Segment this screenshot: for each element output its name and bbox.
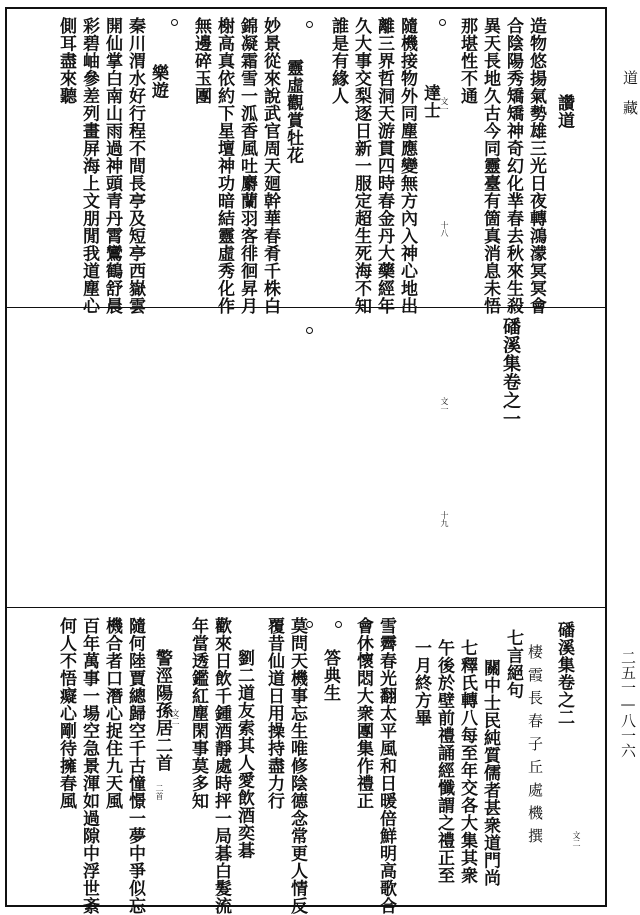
column-text: 達士 xyxy=(420,84,440,119)
column-text: 何人不悟癡心剛待擁春風 xyxy=(56,617,76,810)
column-marker-circle xyxy=(335,621,342,628)
column-text: 開仙掌白南山雨過神頭青丹霄鸞鶴舒晨 xyxy=(102,17,122,315)
volume-title: 磻溪集卷之二 xyxy=(554,621,574,726)
column-text: 合陰陽秀矯矯神奇幻化丵春去秋來生殺 xyxy=(503,17,523,315)
column-text: 隨機接物外同塵應變無方內入神心地出 xyxy=(397,17,417,315)
margin-collection-label: 道 藏 xyxy=(621,70,639,115)
column-text: 一月終方畢 xyxy=(411,639,431,727)
column-text: 榭高真依約下星壇神功暗結靈虛秀化作 xyxy=(214,17,234,315)
column-text: 關中士民純質儒者甚衆道門尚 xyxy=(480,659,500,887)
column-text: 七言絕句 xyxy=(503,629,523,699)
section-note: 文二 xyxy=(171,709,180,725)
column-text: 隨何陸賈總歸空千古憧憬一夢中爭似忘 xyxy=(125,617,145,915)
column-text: 警涇陽孫居二首 xyxy=(152,649,172,772)
column-text: 那堪性不通 xyxy=(457,17,477,105)
column-text: 錦凝霜雪一泒香風吐麝蘭羽客徘徊昇月 xyxy=(237,17,257,315)
column-text: 側耳盡來聽 xyxy=(56,17,76,105)
column-text: 異天長地久古今同靈臺有箇真消息未悟 xyxy=(480,17,500,315)
column-text: 樂遊 xyxy=(148,64,168,99)
section-note: 文一 xyxy=(440,97,449,113)
column-text: 無邊碎玉團 xyxy=(191,17,211,105)
section-note: 文二 xyxy=(572,831,581,847)
column-text: 會休懷悶大衆團集作禮正 xyxy=(353,617,373,810)
column-text: 雪霽春光翻太平風和日暖倍鮮明高歌合 xyxy=(376,617,396,915)
section-note: 十九 xyxy=(440,511,449,527)
divider-lower xyxy=(7,607,605,608)
column-text: 離三界哲洞天游貫四時春金丹大藥經年 xyxy=(374,17,394,315)
column-text: 歡來日飲千鍾酒靜處時抨一局碁白髮流 xyxy=(211,617,231,915)
column-text: 答典生 xyxy=(320,649,340,702)
section-note: 文一 xyxy=(440,397,449,413)
column-text: 覆昔仙道日用操持盡力行 xyxy=(264,617,284,810)
column-marker-circle xyxy=(306,21,313,28)
column-text: 秦川渭水好行程不間長亭及短亭西嶽雲 xyxy=(125,17,145,315)
column-text: 機合者口潛心捉住九天風 xyxy=(102,617,122,810)
page-frame xyxy=(5,7,607,915)
column-text: 造物悠揚氣勢雄三光日夜轉鴻濛冥冥會 xyxy=(526,17,546,315)
column-marker-circle xyxy=(306,327,313,334)
column-text: 午後於壁前禮誦經懺謂之禮正至 xyxy=(434,639,454,884)
column-text: 劉二道友索其人愛飲酒奕碁 xyxy=(234,649,254,859)
column-text: 年當透鑑紅塵閑事莫多知 xyxy=(188,617,208,810)
page-number: 二五一—八一六 xyxy=(619,650,637,758)
column-marker-circle xyxy=(171,19,178,26)
column-text: 莫問天機事忘生唯修陰德念常更人情反 xyxy=(287,617,307,915)
column-text: 靈虛觀賞牡花 xyxy=(283,59,303,164)
column-text: 彩碧岫參差列畫屏海上文朋閒我道塵心 xyxy=(79,17,99,315)
author-line: 棲霞長春子丘處機撰 xyxy=(526,644,544,851)
column-text: 久大事交梨逐日新一服定超生死海不知 xyxy=(351,17,371,315)
column-marker-circle xyxy=(439,19,446,26)
column-text: 妙景從來說武官周天廻幹華春肴千株白 xyxy=(260,17,280,315)
column-text: 七釋氏轉八每至年交各大集其衆 xyxy=(457,639,477,884)
column-text: 讚道 xyxy=(554,94,574,129)
section-note: 十八 xyxy=(440,221,449,237)
volume-title: 磻溪集卷之一 xyxy=(500,317,521,428)
column-text: 誰是有緣人 xyxy=(328,17,348,105)
column-text: 百年萬事一場空急景渾如過隙中浮世紊 xyxy=(79,617,99,915)
section-note: 二首 xyxy=(155,784,164,800)
column-marker-circle xyxy=(306,621,313,628)
